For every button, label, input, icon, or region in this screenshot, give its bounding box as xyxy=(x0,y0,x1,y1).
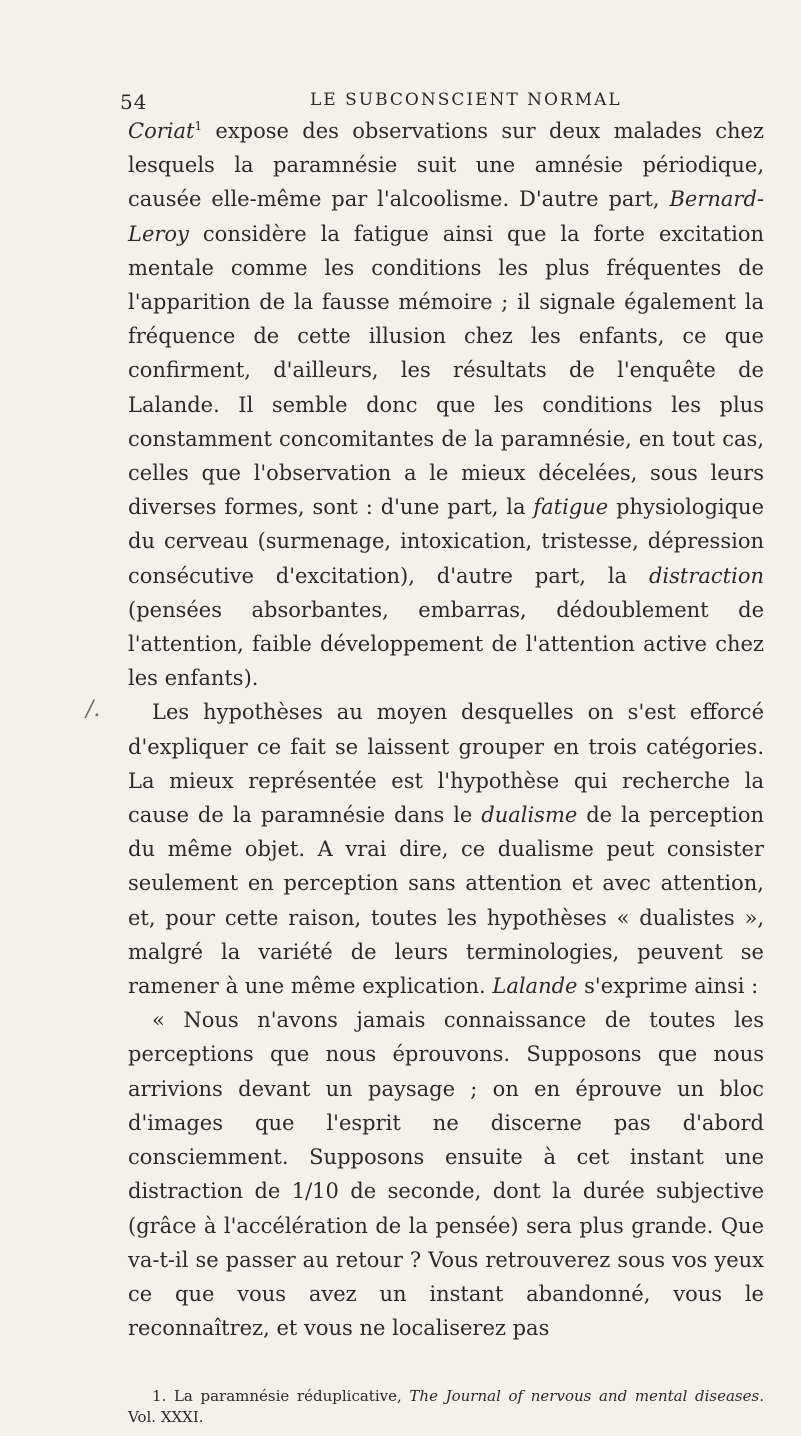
text-segment: (pensées absorbantes, embarras, dédoublement de l'attention, faible développement de l'attention active chez les enfants). xyxy=(128,597,764,691)
text-segment: « Nous n'avons jamais connaissance de toutes les perceptions que nous éprouvons. Supposons que nous arrivions devant un paysage ; on en éprouve un bloc d'images que l'esprit ne discerne pas d'abord consciemment. Supposons ensuite à cet instant une distraction de 1/10 de seconde, dont la durée subjective (grâce à l'accélération de la pensée) sera plus grande. Que va-t-il se passer au retour ? Vous retrouverez sous vos yeux ce que vous avez un instant abandonné, vous le reconnaîtrez, et vous ne localiserez pas xyxy=(128,1008,764,1341)
footnote xyxy=(128,1386,764,1428)
text-segment: physiologique du cerveau (surmenage, intoxication, tristesse, dépression consécutive d'excitation), d'autre part, la xyxy=(128,495,764,588)
italic-text: distraction xyxy=(648,563,764,588)
body-text xyxy=(128,114,764,1345)
text-segment: s'exprime ainsi : xyxy=(577,974,759,999)
text-segment: Les hypothèses au moyen desquelles on s'est efforcé d'expliquer ce fait se laissent grouper en trois catégories. La mieux représentée est l'hypothèse qui recherche la cause de la paramnésie dans le xyxy=(128,700,764,828)
italic-text: fatigue xyxy=(533,495,609,520)
text-segment: expose des observations sur deux malades chez lesquels la paramnésie suit une amnésie périodique, causée elle-même par l'alcoolisme. D'autre part, xyxy=(128,119,764,212)
text-segment: 1. La paramnésie réduplicative, xyxy=(152,1387,410,1405)
italic-text: Coriat xyxy=(128,119,195,143)
text-segment: considère la fatigue ainsi que la forte excitation mentale comme les conditions les plus fréquentes de l'apparition de la fausse mémoire ; il signale également la fréquence de cette illusion chez les enfants, ce que confirment, d'ailleurs, les résultats de l'enquête de Lalande. Il semble donc que les conditions les plus constamment concomitantes de la paramnésie, en tout cas, celles que l'observation a le mieux décelées, sous leurs diverses formes, sont : d'une part, la xyxy=(128,221,764,520)
text-segment: de la perception du même objet. A vrai dire, ce dualisme peut consister seulement en perception sans attention et avec attention, et, pour cette raison, toutes les hypothèses « dualistes », malgré la variété de leurs terminologies, peuvent se ramener à une même explication. xyxy=(128,803,764,999)
page-header xyxy=(120,66,760,114)
footnote-text xyxy=(128,1386,764,1428)
page-number: 54 xyxy=(120,90,148,114)
footnote-marker: 1 xyxy=(194,119,203,133)
margin-annotation: /. xyxy=(86,697,101,722)
italic-text: dualisme xyxy=(481,803,578,828)
paragraph-2 xyxy=(128,695,764,1003)
paragraph-3 xyxy=(128,1003,764,1345)
italic-text: The Journal of nervous and mental diseases xyxy=(409,1387,760,1405)
text-segment: . Vol. XXXI. xyxy=(128,1387,764,1426)
paragraph-1 xyxy=(128,114,764,695)
italic-text: Bernard-Leroy xyxy=(128,187,764,246)
italic-text: Lalande xyxy=(492,974,578,999)
running-title: LE SUBCONSCIENT NORMAL xyxy=(310,90,622,110)
